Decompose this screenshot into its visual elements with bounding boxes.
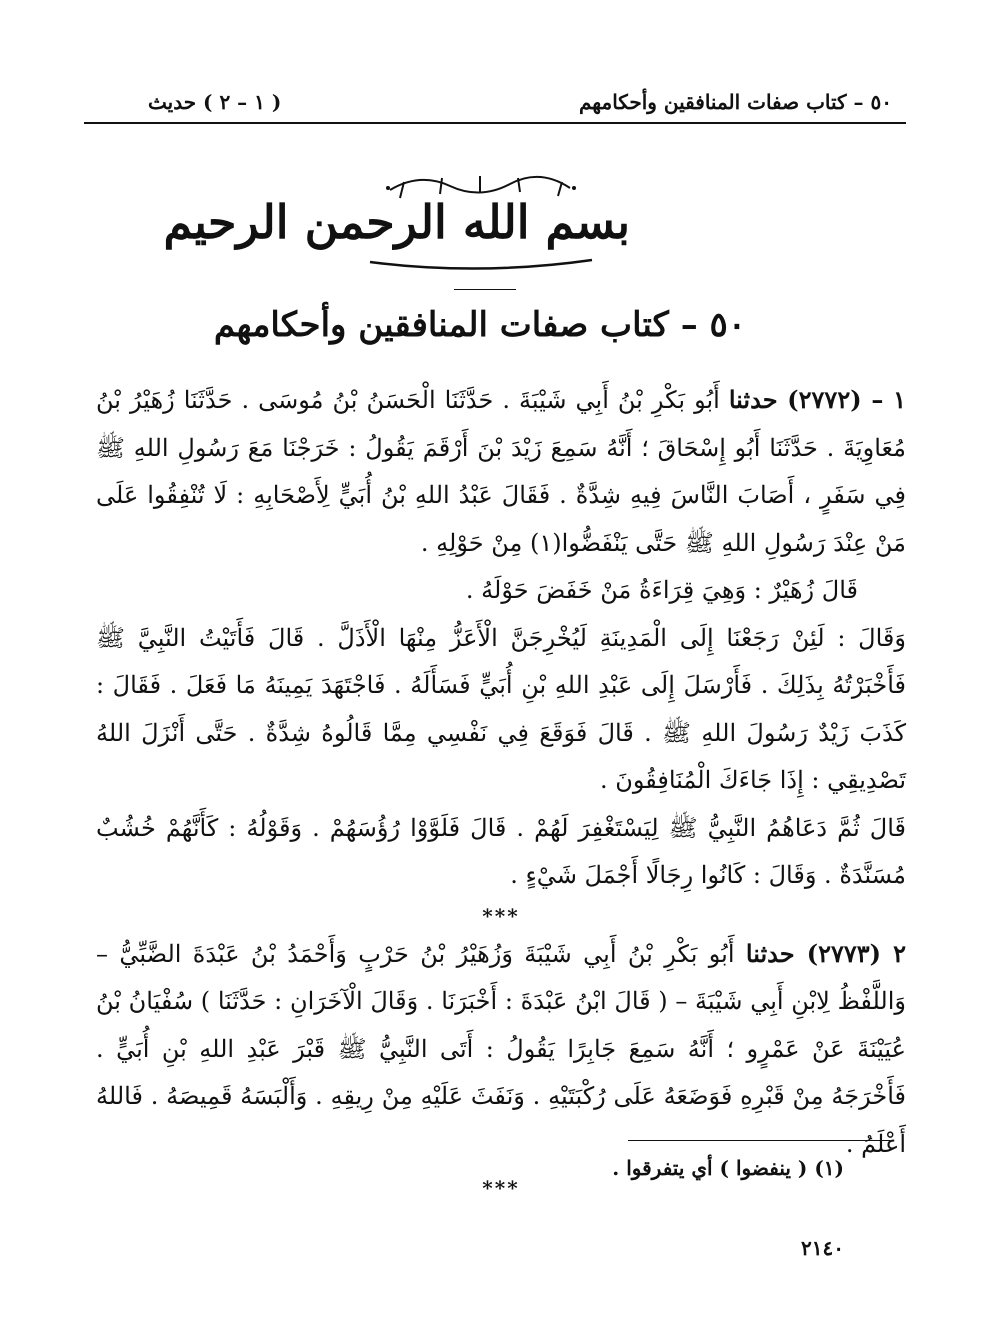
footnote: (١) ( ينفضوا ) أي يتفرقوا . <box>612 1156 844 1180</box>
book-title: ٥٠ – كتاب صفات المنافقين وأحكامهم <box>213 305 747 345</box>
header-hadith-range: ( ١ – ٢ ) حديث <box>148 90 282 114</box>
hadith-1-narration: وَقَالَ : لَئِنْ رَجَعْنَا إِلَى الْمَدِينَةِ لَيُخْرِجَنَّ الْأَعَزُّ مِنْهَا الْأَذَلَّ . قَالَ فَأَتَيْتُ النَّبِيَّ ﷺ فَأَخْبَرْتُهُ بِذَلِكَ . فَأَرْسَلَ إِلَى عَبْدِ اللهِ بْنِ أُبَيٍّ فَسَأَلَهُ . فَاجْتَهَدَ يَمِينَهُ مَا فَعَلَ . فَقَالَ : كَذَبَ زَيْدٌ رَسُولَ اللهِ ﷺ . قَالَ فَوَقَعَ فِي نَفْسِي مِمَّا قَالُوهُ شِدَّةٌ . حَتَّى أَنْزَلَ اللهُ تَصْدِيقِي : إِذَا جَاءَكَ الْمُنَافِقُونَ . <box>96 623 907 794</box>
hadith-1-conclusion: قَالَ ثُمَّ دَعَاهُمُ النَّبِيُّ ﷺ لِيَسْتَغْفِرَ لَهُمْ . قَالَ فَلَوَّوْا رُؤُسَهُمْ . وَقَوْلُهُ : كَأَنَّهُمْ خُشُبٌ مُسَنَّدَةٌ . وَقَالَ : كَانُوا رِجَالًا أَجْمَلَ شَيْءٍ . <box>96 813 906 889</box>
hadith-1-heading: ١ – (٢٧٧٢) حدثنا <box>728 385 906 414</box>
footnote-rule <box>628 1140 890 1141</box>
hadith-2-text: أَبُو بَكْرِ بْنُ أَبِي شَيْبَةَ وَزُهَيْرُ بْنُ حَرْبٍ وَأَحْمَدُ بْنُ عَبْدَةَ الضَّبِّيُّ – وَاللَّفْظُ لِابْنِ أَبِي شَيْبَةَ – ( قَالَ ابْنُ عَبْدَةَ : أَخْبَرَنَا . وَقَالَ الْآخَرَانِ : حَدَّثَنَا ) سُفْيَانُ بْنُ عُيَيْنَةَ عَنْ عَمْرٍو ؛ أَنَّهُ سَمِعَ جَابِرًا يَقُولُ : أَتَى النَّبِيُّ ﷺ قَبْرَ عَبْدِ اللهِ بْنِ أُبَيٍّ . فَأَخْرَجَهُ مِنْ قَبْرِهِ فَوَضَعَهُ عَلَى رُكْبَتَيْهِ . وَنَفَثَ عَلَيْهِ مِنْ رِيقِهِ . وَأَلْبَسَهُ قَمِيصَهُ . فَاللهُ أَعْلَمُ . <box>96 939 906 1158</box>
header-book-title: ٥٠ – كتاب صفات المنافقين وأحكامهم <box>578 90 892 114</box>
hadith-1-text: أَبُو بَكْرِ بْنُ أَبِي شَيْبَةَ . حَدَّثَنَا الْحَسَنُ بْنُ مُوسَى . حَدَّثَنَا زُهَيْرُ بْنُ مُعَاوِيَةَ . حَدَّثَنَا أَبُو إِسْحَاقَ ؛ أَنَّهُ سَمِعَ زَيْدَ بْنَ أَرْقَمَ يَقُولُ : خَرَجْنَا مَعَ رَسُولِ اللهِ ﷺ فِي سَفَرٍ ، أَصَابَ النَّاسَ فِيهِ شِدَّةٌ . فَقَالَ عَبْدُ اللهِ بْنُ أُبَيٍّ لِأَصْحَابِهِ : لَا تُنْفِقُوا عَلَى مَنْ عِنْدَ رَسُولِ اللهِ ﷺ حَتَّى يَنْفَضُّوا(١) مِنْ حَوْلِهِ . <box>96 386 906 557</box>
section-separator: *** <box>482 903 520 928</box>
basmala-text: بسم الله الرحمن الرحيم <box>163 195 630 249</box>
section-separator-end: *** <box>482 1176 520 1200</box>
hadith-1-isnad <box>96 376 906 567</box>
hadith-1-zuhayr-note: قَالَ زُهَيْرٌ : وَهِيَ قِرَاءَةُ مَنْ خَفَضَ حَوْلَهُ . <box>465 576 858 604</box>
hadith-2-text-block <box>96 930 906 1169</box>
basmala-underline <box>454 289 516 290</box>
hadith-2-heading: ٢ (٢٧٧٣) حدثنا <box>745 938 906 968</box>
basmala-ornament <box>163 168 630 278</box>
page-body <box>96 376 906 1198</box>
page-number: ٢١٤٠ <box>801 1236 844 1260</box>
running-header <box>84 84 906 124</box>
